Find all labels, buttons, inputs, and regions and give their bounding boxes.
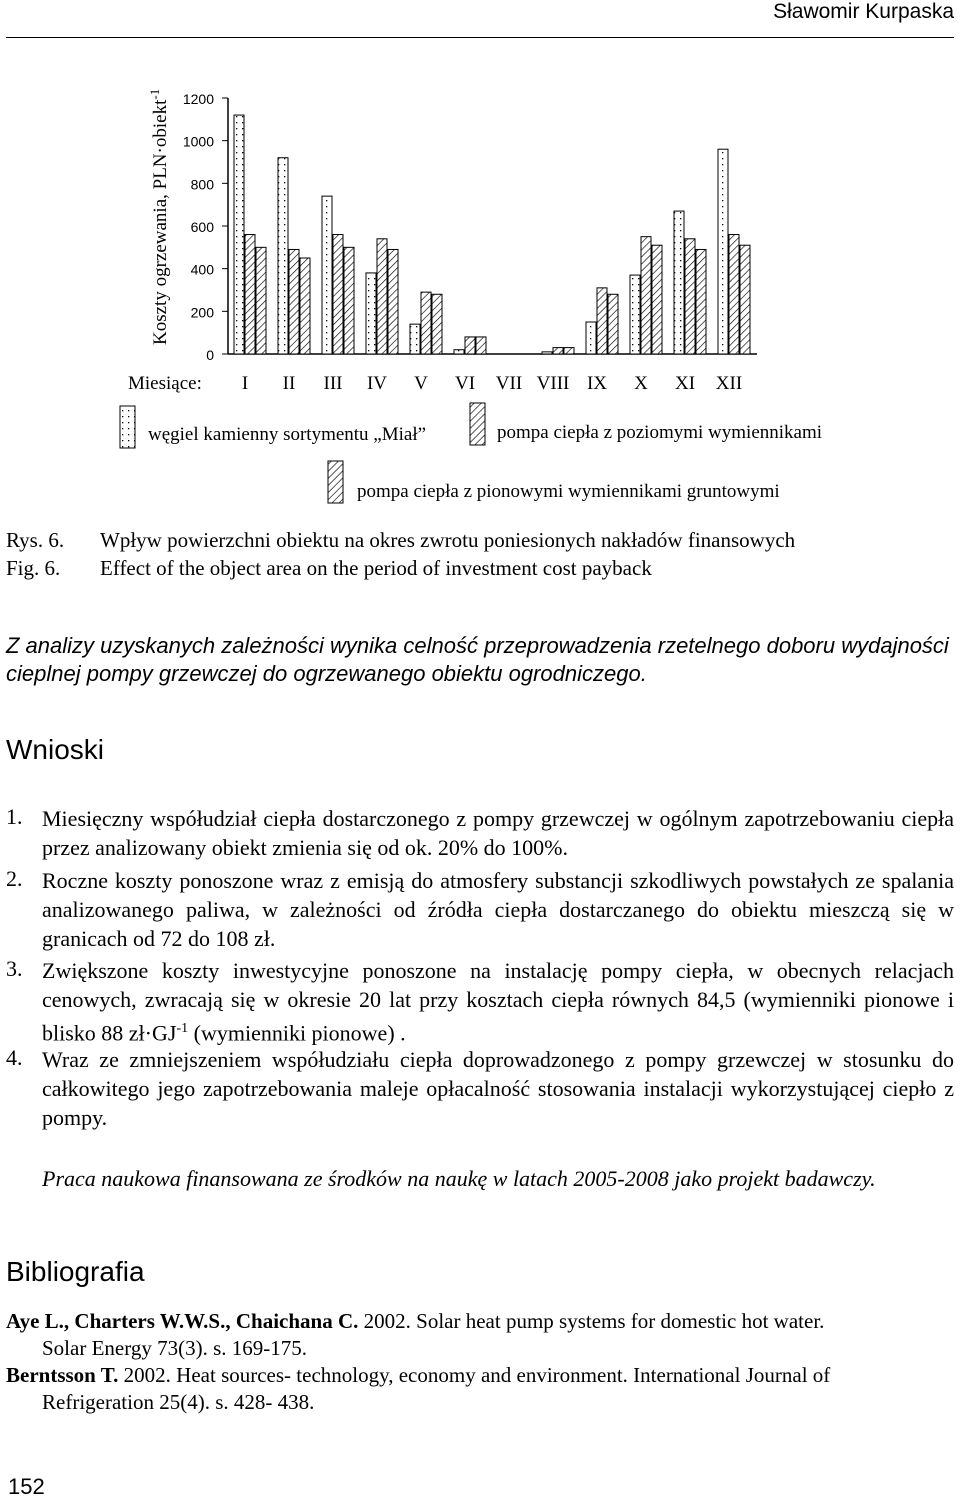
y-axis-title	[147, 89, 171, 345]
y-tick-label: 600	[190, 219, 214, 235]
bar-X-series-1	[630, 275, 640, 354]
y-axis-ticks	[183, 91, 228, 363]
bar-II-series-2	[289, 249, 299, 354]
legend-swatch-horizontal-hp	[470, 403, 485, 445]
bibliography-entry	[6, 1308, 954, 1362]
conclusion-1-number: 1.	[6, 804, 23, 829]
bar-VI-series-3	[476, 337, 486, 354]
y-axis-label-sup: -1	[147, 88, 162, 100]
legend-label-horizontal-hp: pompa ciepła z poziomymi wymiennikami	[497, 422, 823, 443]
header-rule	[6, 37, 954, 38]
bar-XII-series-2	[729, 235, 739, 354]
conclusion-3-sup: -1	[176, 1021, 189, 1036]
bar-chart	[0, 50, 960, 510]
bar-XII-series-1	[718, 149, 728, 354]
bar-II-series-1	[278, 158, 288, 354]
x-axis-ticks	[242, 373, 742, 394]
x-tick-label: IV	[366, 373, 388, 394]
y-tick-label: 400	[190, 261, 214, 278]
page-number: 152	[8, 1474, 45, 1499]
x-tick-label: XI	[674, 373, 696, 394]
conclusion-1-text: Miesięczny współudział ciepła dostarczonego z pompy grzewczej w ogólnym zapotrzebowaniu ciepła przez analizowany obiekt zmienia się od ok. 20% do 100%.	[42, 806, 954, 860]
bar-IV-series-1	[366, 273, 376, 354]
conclusion-3-text-before: Zwiększone koszty inwestycyjne ponoszone na instalację pompy ciepła, w obecnych relacjach cenowych, zwracają się w okresie 20 lat przy kosztach ciepła równych 84,5 (wymienniki pionowe i blisko 88 zł·GJ	[42, 958, 954, 1046]
x-tick-label: I	[241, 373, 249, 394]
x-tick-label: VII	[495, 373, 523, 394]
bar-IV-series-3	[388, 249, 398, 354]
bar-XI-series-1	[674, 211, 684, 354]
bibliography-entry-1-line1: 2002. Solar heat pump systems for domestic hot water.	[358, 1309, 825, 1333]
conclusion-2-text: Roczne koszty ponoszone wraz z emisją do atmosfery substancji szkodliwych powstałych ze spalania analizowanego paliwa, w zależności od źródła ciepła dostarczanego do obiektu mieszczą się w granicach od 72 do 108 zł.	[42, 868, 954, 951]
bar-II-series-3	[300, 258, 310, 354]
bibliography-entry-1-authors: Aye L., Charters W.W.S., Chaichana C.	[6, 1309, 359, 1333]
bar-XII-series-3	[740, 245, 750, 354]
conclusions-heading: Wnioski	[6, 734, 105, 765]
y-axis-label: Koszty ogrzewania, PLN·obiekt	[150, 99, 171, 345]
summary-paragraph: Z analizy uzyskanych zależności wynika celność przeprowadzenia rzetelnego doboru wydajności cieplnej pompy grzewczej do ogrzewanego obiektu ogrodniczego.	[6, 633, 949, 686]
bar-IV-series-2	[377, 239, 387, 354]
y-tick-label: 1200	[182, 91, 214, 107]
y-tick-label: 0	[206, 347, 214, 363]
caption-en-label: Fig. 6.	[6, 556, 61, 580]
bar-III-series-1	[322, 196, 332, 354]
bar-VI-series-1	[454, 350, 464, 354]
legend-label-coal: węgiel kamienny sortymentu „Miał”	[148, 424, 427, 445]
x-tick-label: VIII	[536, 373, 570, 394]
conclusion-2-number: 2.	[6, 866, 23, 891]
bar-X-series-2	[641, 237, 651, 354]
x-tick-label: VI	[454, 373, 476, 394]
bar-III-series-3	[344, 247, 354, 354]
bar-V-series-2	[421, 292, 431, 354]
x-tick-label: V	[414, 373, 428, 394]
caption-en-text: Effect of the object area on the period of investment cost payback	[100, 556, 652, 580]
conclusion-4-text: Wraz ze zmniejszeniem współudziału ciepła doprowadzonego z pompy grzewczej w stosunku do całkowitego jego zapotrzebowania maleje opłacalność stosowania instalacji wykorzystującej ciepło z pompy.	[42, 1047, 954, 1130]
caption-pl-label: Rys. 6.	[6, 528, 65, 552]
x-tick-label: IX	[586, 373, 608, 394]
conclusion-3-text-after: (wymienniki pionowe) .	[188, 1020, 406, 1046]
bibliography-entry-2-authors: Berntsson T.	[6, 1363, 119, 1387]
bar-I-series-1	[234, 115, 244, 354]
legend	[120, 403, 822, 503]
bibliography-entry	[6, 1362, 954, 1416]
bar-VIII-series-1	[542, 352, 552, 354]
bar-X-series-3	[652, 245, 662, 354]
bar-V-series-1	[410, 324, 420, 354]
bibliography-entry-2-line2: Refrigeration 25(4). s. 428- 438.	[42, 1390, 315, 1414]
svg-text:Koszty ogrzewania, PLN·obiekt-	[147, 89, 171, 345]
x-tick-label: II	[282, 373, 296, 394]
bibliography-entry-1-line2: Solar Energy 73(3). s. 169-175.	[42, 1336, 307, 1360]
conclusion-3-text	[42, 956, 954, 1047]
legend-swatch-vertical-hp	[328, 461, 343, 503]
x-tick-label: X	[634, 373, 648, 394]
y-tick-label: 800	[190, 176, 214, 193]
x-axis-prefix: Miesiące:	[128, 373, 202, 394]
bibliography-entry-2-line1: 2002. Heat sources- technology, economy and environment. International Journal of	[118, 1363, 831, 1387]
bar-III-series-2	[333, 235, 343, 354]
conclusion-4-number: 4.	[6, 1045, 23, 1070]
bar-VI-series-2	[465, 337, 475, 354]
caption-pl-text: Wpływ powierzchni obiektu na okres zwrotu poniesionych nakładów finansowych	[100, 528, 796, 552]
acknowledgement: Praca naukowa finansowana ze środków na naukę w latach 2005-2008 jako projekt badawczy.	[42, 1166, 876, 1191]
bibliography-heading: Bibliografia	[6, 1256, 145, 1287]
legend-label-vertical-hp: pompa ciepła z pionowymi wymiennikami gruntowymi	[357, 481, 780, 502]
bar-I-series-3	[256, 247, 266, 354]
header-author: Sławomir Kurpaska	[773, 0, 954, 23]
x-tick-label: III	[323, 373, 343, 394]
x-tick-label: XII	[715, 373, 743, 394]
bar-V-series-3	[432, 294, 442, 354]
bar-XI-series-2	[685, 239, 695, 354]
legend-swatch-coal	[120, 406, 135, 448]
y-tick-label: 200	[190, 304, 214, 321]
bar-I-series-2	[245, 235, 255, 354]
conclusion-3-number: 3.	[6, 956, 23, 981]
bar-VIII-series-2	[553, 348, 563, 354]
bar-IX-series-2	[597, 288, 607, 354]
y-tick-label: 1000	[182, 133, 214, 150]
bar-IX-series-1	[586, 322, 596, 354]
bar-XI-series-3	[696, 249, 706, 354]
bar-VIII-series-3	[564, 348, 574, 354]
bars-group	[234, 115, 750, 354]
bar-IX-series-3	[608, 294, 618, 354]
